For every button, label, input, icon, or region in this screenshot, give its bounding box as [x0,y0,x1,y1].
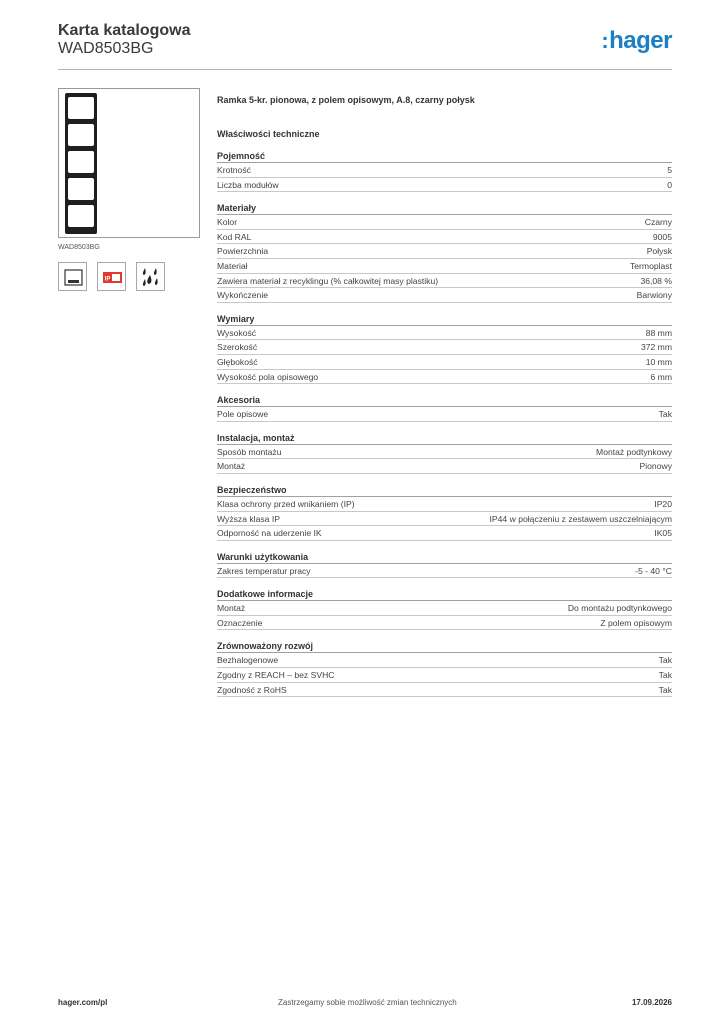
spec-row [217,653,672,668]
spec-value: 5 [667,165,672,175]
spec-row [217,601,672,616]
spec-label: Głębokość [217,356,258,367]
water-drops-icon [136,262,165,291]
footer-disclaimer: Zastrzegamy sobie możliwość zmian technicznych [278,998,457,1007]
spec-value: 6 mm [650,371,672,382]
spec-label: Liczba modułów [217,179,279,190]
spec-row [217,274,672,289]
spec-row [217,326,672,341]
technical-content [217,93,672,697]
section-title: Instalacja, montaż [217,431,672,445]
spec-row [217,259,672,274]
section-title: Materiały [217,201,672,215]
spec-label: Wysokość [217,327,257,338]
section-title: Warunki użytkowania [217,550,672,564]
spec-section [217,312,672,384]
spec-section [217,550,672,579]
ip-badge-text: IP [104,276,111,283]
logo-text: hager [609,27,672,54]
spec-row [217,163,672,178]
spec-label: Wyższa klasa IP [217,513,280,524]
spec-row [217,370,672,385]
spec-label: Wysokość pola opisowego [217,371,319,382]
spec-label: Sposób montażu [217,446,282,457]
spec-section [217,201,672,303]
spec-row [217,407,672,422]
document-title: Karta katalogowa [58,22,191,39]
product-image [58,88,200,238]
spec-label: Szerokość [217,342,258,353]
spec-label: Montaż [217,461,246,472]
spec-label: Kod RAL [217,231,252,242]
spec-row [217,445,672,460]
spec-row [217,526,672,541]
spec-value: 0 [667,179,672,190]
spec-label: Pole opisowe [217,409,269,420]
spec-section [217,587,672,630]
spec-row [217,230,672,245]
spec-section [217,393,672,422]
spec-value: Tak [658,655,672,666]
spec-value: Tak [658,684,672,695]
page-footer [58,994,672,1014]
spec-value: 88 mm [645,327,672,338]
spec-label: Krotność [217,165,251,175]
spec-value: IP20 [654,498,672,509]
spec-label: Zawiera materiał z recyklingu (% całkowitej masy plastiku) [217,275,439,286]
section-title: Pojemność [217,149,672,163]
technical-properties-heading: Właściwości techniczne [217,129,320,139]
spec-row [217,616,672,631]
frame-opening-5 [68,205,94,227]
spec-section [217,431,672,474]
spec-value: Barwiony [636,290,672,301]
footer-website[interactable]: hager.com/pl [58,998,108,1007]
image-caption: WAD8503BG [58,244,100,251]
spec-value: Czarny [644,217,672,228]
frame-opening-1 [68,97,94,119]
spec-label: Oznaczenie [217,617,263,628]
spec-value: Z polem opisowym [600,617,672,628]
spec-row [217,497,672,512]
spec-value: Do montażu podtynkowego [567,603,672,614]
spec-label: Zgodny z REACH – bez SVHC [217,670,335,681]
section-title: Dodatkowe informacje [217,587,672,601]
spec-row [217,355,672,370]
spec-value: Pionowy [639,461,672,472]
spec-label: Powierzchnia [217,246,269,257]
spec-row [217,512,672,527]
spec-label: Klasa ochrony przed wnikaniem (IP) [217,498,355,509]
spec-label: Wykończenie [217,290,269,301]
hager-logo: :hager [601,27,672,54]
certification-badges [58,262,165,291]
spec-label: Zgodność z RoHS [217,684,287,695]
section-title: Zrównoważony rozwój [217,639,672,653]
spec-value: -5 - 40 °C [635,565,672,576]
mounting-box-icon [58,262,87,291]
spec-row [217,178,672,193]
spec-label: Montaż [217,603,246,614]
spec-label: Bezhalogenowe [217,655,279,666]
spec-value: Połysk [646,246,672,257]
section-title: Akcesoria [217,393,672,407]
spec-value: 372 mm [640,342,672,353]
spec-value: IK05 [654,528,672,539]
spec-row [217,340,672,355]
ip-rating-icon [97,262,126,291]
spec-value: Termoplast [629,260,672,271]
spec-row [217,459,672,474]
spec-value: 36,08 % [640,275,672,286]
spec-value: 9005 [652,231,672,242]
spec-label: Zakres temperatur pracy [217,565,311,576]
frame-opening-2 [68,124,94,146]
spec-value: Tak [658,670,672,681]
spec-section [217,149,672,192]
product-description: Ramka 5-kr. pionowa, z polem opisowym, A.8, czarny połysk [217,95,475,105]
page-header [58,20,672,70]
spec-section [217,639,672,697]
spec-row [217,215,672,230]
spec-value: Montaż podtynkowy [596,446,672,457]
spec-label: Kolor [217,217,238,228]
spec-section [217,483,672,541]
section-title: Bezpieczeństwo [217,483,672,497]
spec-value: IP44 w połączeniu z zestawem uszczelniającym [489,513,672,524]
frame-opening-3 [68,151,94,173]
spec-value: 10 mm [645,356,672,367]
property-sections [217,149,672,697]
spec-label: Odporność na uderzenie IK [217,528,322,539]
spec-value: Tak [658,409,672,420]
spec-row [217,683,672,698]
section-title: Wymiary [217,312,672,326]
spec-row [217,564,672,579]
footer-date: 17.09.2026 [631,998,672,1007]
frame-illustration [59,89,201,239]
spec-row [217,288,672,303]
spec-label: Materiał [217,260,248,271]
spec-row [217,244,672,259]
spec-row [217,668,672,683]
frame-opening-4 [68,178,94,200]
product-code: WAD8503BG [58,40,154,57]
